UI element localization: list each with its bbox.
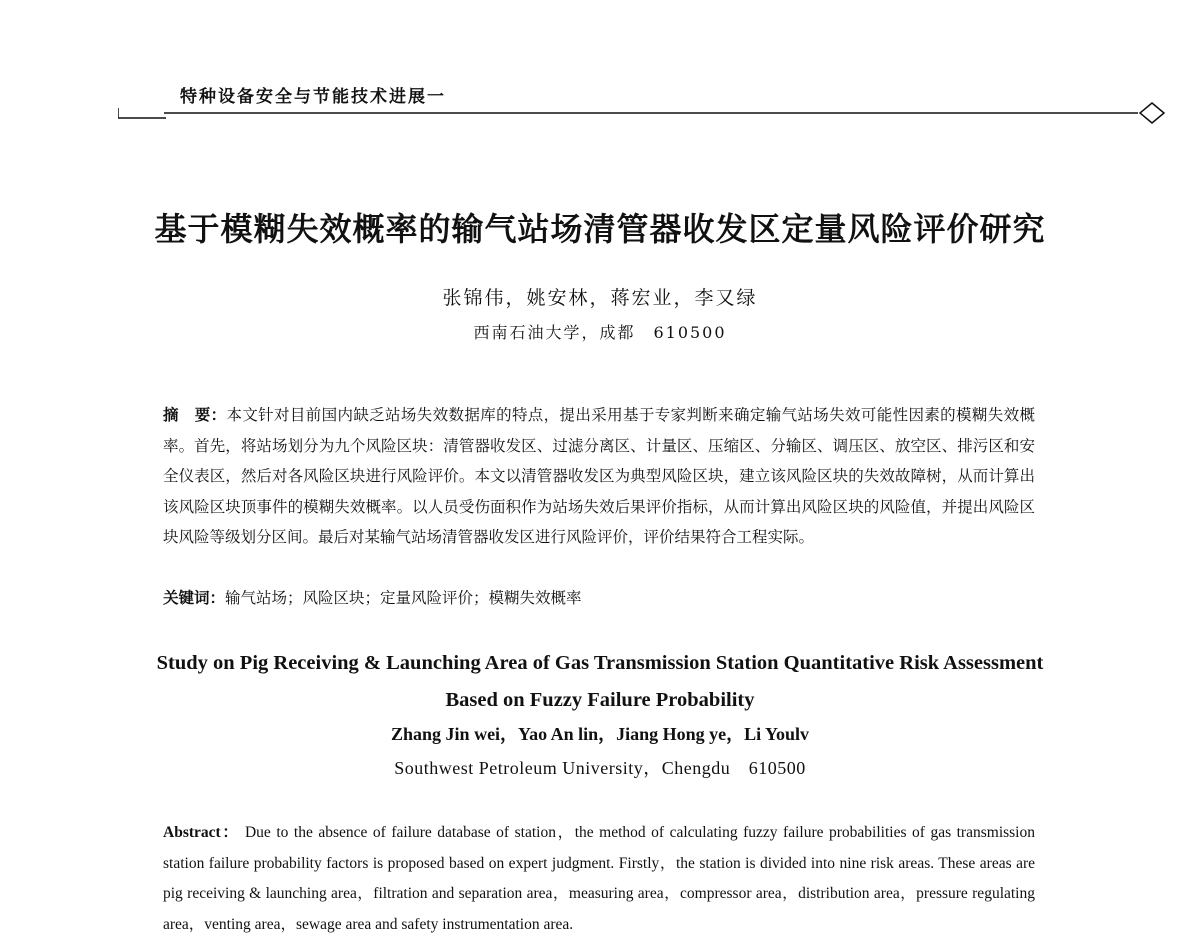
- abstract-cn-body: 本文针对目前国内缺乏站场失效数据库的特点，提出采用基于专家判断来确定输气站场失效可能性因素的模糊失效概率。首先，将站场划分为九个风险区块：清管器收发区、过滤分离区、计量区、压缩区、分输区、调压区、放空区、排污区和安全仪表区，然后对各风险区块进行风险评价。本文以清管器收发区为典型风险区块，建立该风险区块的失效故障树，从而计算出该风险区块顶事件的模糊失效概率。以人员受伤面积作为站场失效后果评价指标，从而计算出风险区块的风险值，并提出风险区块风险等级划分区间。最后对某输气站场清管器收发区进行风险评价，评价结果符合工程实际。: [163, 406, 1035, 546]
- authors-cn: 张锦伟，姚安林，蒋宏业，李又绿: [442, 287, 758, 309]
- keywords-cn-body: 输气站场；风险区块；定量风险评价；模糊失效概率: [225, 589, 582, 607]
- keywords-cn: [163, 586, 582, 608]
- paper-title-en: Study on Pig Receiving & Launching Area of Gas Transmission Station Quantitative Risk Assessment Based on Fuzzy Failure Probability: [156, 652, 1044, 711]
- running-header: 特种设备安全与节能技术进展一: [180, 87, 446, 107]
- abstract-en-label: Abstract：: [163, 824, 240, 841]
- header-rule: [118, 100, 1170, 124]
- abstract-cn: [163, 400, 1035, 553]
- abstract-en: [163, 818, 1035, 940]
- diamond-icon: [1140, 103, 1164, 123]
- abstract-en-body: Due to the absence of failure database of station，the method of calculating fuzzy failure probabilities of gas transmission station failure probability factors is proposed based on expert judgment. Firstly，the station is divided into nine risk areas. These areas are pig receiving & launching area，filtration and separation area，measuring area，compressor area，distribution area，pressure regulating area，venting area，sewage area and safety instrumentation area.: [163, 824, 1035, 933]
- affiliation-en: Southwest Petroleum University，Chengdu 610500: [394, 758, 806, 778]
- abstract-cn-label: 摘 要：: [163, 406, 227, 424]
- keywords-cn-label: 关键词：: [163, 589, 226, 607]
- authors-en: Zhang Jin wei，Yao An lin，Jiang Hong ye，Li Youlv: [391, 724, 809, 744]
- paper-title-cn: 基于模糊失效概率的输气站场清管器收发区定量风险评价研究: [154, 210, 1046, 248]
- affiliation-cn: 西南石油大学，成都 610500: [473, 323, 727, 342]
